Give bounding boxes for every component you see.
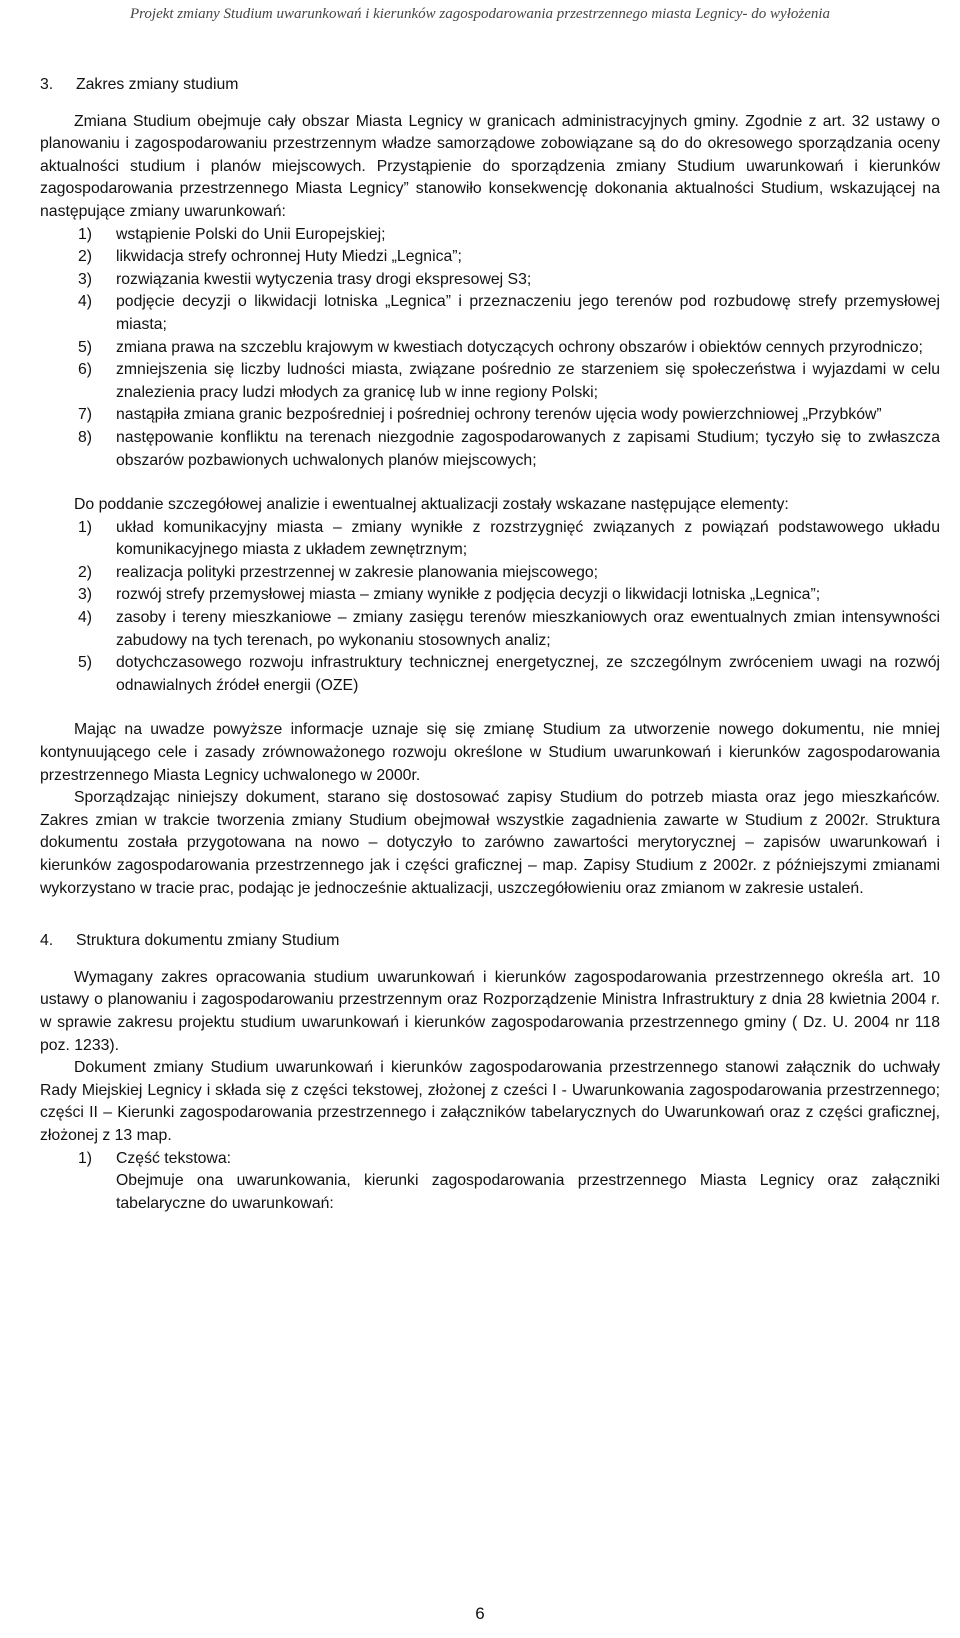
paragraph: Wymagany zakres opracowania studium uwarunkowań i kierunków zagospodarowania przestrzennego określa art. 10 ustawy o planowaniu i zagospodarowaniu przestrzennym oraz Rozporządzenie Ministra Infrastruktury z dnia 28 kwietnia 2004 r. w sprawie zakresu projektu studium uwarunkowań i kierunków zagospodarowania przestrzennego gminy ( Dz. U. 2004 nr 118 poz. 1233). — [40, 968, 940, 1054]
list-item — [40, 337, 940, 360]
item-text: zasoby i tereny mieszkaniowe – zmiany zasięgu terenów mieszkaniowych oraz ewentualnych zmian intensywności zabudowy na tych terenach, po wykonaniu stosownych analiz; — [116, 609, 940, 649]
list-item — [40, 584, 940, 607]
item-number: 8) — [78, 428, 93, 446]
item-number: 1) — [78, 1149, 93, 1167]
document-body — [40, 74, 940, 1215]
list-item — [40, 224, 940, 247]
item-text: układ komunikacyjny miasta – zmiany wynikłe z rozstrzygnięć związanych z powiązań podstawowego układu komunikacyjnego miasta z układem zewnętrznym; — [116, 518, 940, 559]
structure-list — [40, 1148, 940, 1171]
list-item — [40, 1148, 940, 1171]
item-text: likwidacja strefy ochronnej Huty Miedzi „Legnica”; — [116, 248, 462, 266]
item-text: nastąpiła zmiana granic bezpośredniej i pośredniej ochrony terenów ujęcia wody powierzchniowej „Przybków” — [116, 406, 882, 424]
item-text: zmiana prawa na szczeblu krajowym w kwestiach dotyczących ochrony obszarów i obiektów cennych przyrodniczo; — [116, 338, 923, 356]
item-text: podjęcie decyzji o likwidacji lotniska „Legnica” i przeznaczeniu jego terenów pod rozbudowę strefy przemysłowej miasta; — [116, 293, 940, 333]
item-number: 3) — [78, 270, 93, 288]
item-number: 7) — [78, 406, 93, 424]
item-text: dotychczasowego rozwoju infrastruktury technicznej energetycznej, ze szczególnym zwróceniem uwagi na rozwój odnawialnych źródeł energii (OZE) — [116, 654, 940, 694]
list-item — [40, 607, 940, 652]
item-title: Część tekstowa: — [116, 1149, 232, 1167]
list-item — [40, 427, 940, 472]
paragraph: Zmiana Studium obejmuje cały obszar Miasta Legnicy w granicach administracyjnych gminy. Zgodnie z art. 32 ustawy o planowaniu i zagospodarowaniu przestrzennym władze samorządowe zobowiązane są do do okresowego sporządzania oceny aktualności studium i planów miejscowych. Przystąpienie do sporządzenia zmiany Studium uwarunkowań i kierunków zagospodarowania przestrzennego Miasta Legnicy” stanowiło konsekwencję dokonania aktualności Studium, wskazującej na następujące zmiany uwarunkowań: — [40, 112, 940, 220]
list-item — [40, 359, 940, 404]
section-3-heading — [40, 74, 940, 97]
item-text: następowanie konfliktu na terenach niezgodnie zagospodarowanych z zapisami Studium; tyczyło się to zwłaszcza obszarów pozbawionych uchwalonych planów miejscowych; — [116, 428, 940, 469]
paragraph: Do poddanie szczegółowej analizie i ewentualnej aktualizacji zostały wskazane następujące elementy: — [74, 496, 789, 514]
section-title: Struktura dokumentu zmiany Studium — [76, 932, 340, 950]
item-description: Obejmuje ona uwarunkowania, kierunki zagospodarowania przestrzennego Miasta Legnicy oraz załączniki tabelaryczne do uwarunkowań: — [116, 1172, 940, 1212]
running-header: Projekt zmiany Studium uwarunkowań i kierunków zagospodarowania przestrzennego miasta Legnicy- do wyłożenia — [129, 6, 831, 22]
list-item — [40, 562, 940, 585]
list-item — [40, 291, 940, 336]
section-title: Zakres zmiany studium — [76, 76, 239, 93]
item-number: 4) — [78, 609, 93, 627]
item-number: 5) — [78, 338, 93, 356]
list-item — [40, 517, 940, 562]
item-number: 5) — [78, 654, 93, 672]
item-text: rozwój strefy przemysłowej miasta – zmiany wynikłe z podjęcia decyzji o likwidacji lotniska „Legnica”; — [116, 586, 821, 604]
item-number: 1) — [78, 518, 93, 536]
list-item — [40, 269, 940, 292]
item-number: 4) — [78, 293, 93, 311]
changes-list — [40, 224, 940, 473]
section-number: 4. — [40, 932, 54, 950]
list-item — [40, 652, 940, 697]
item-number: 6) — [78, 361, 93, 379]
page-number: 6 — [475, 1604, 485, 1623]
item-text: rozwiązania kwestii wytyczenia trasy drogi ekspresowej S3; — [116, 270, 532, 288]
item-number: 1) — [78, 225, 93, 243]
list-item — [40, 246, 940, 269]
item-number: 2) — [78, 563, 93, 581]
paragraph: Dokument zmiany Studium uwarunkowań i kierunków zagospodarowania przestrzennego stanowi załącznik do uchwały Rady Miejskiej Legnicy i składa się z części tekstowej, złożonej z cześci I - Uwarunkowania zagospodarowania przestrzennego; części II – Kierunki zagospodarowania przestrzennego i załączników tabelarycznych do Uwarunkowań oraz z części graficznej, złożonej z 13 map. — [40, 1059, 940, 1144]
paragraph: Mając na uwadze powyższe informacje uznaje się się zmianę Studium za utworzenie nowego dokumentu, nie mniej kontynuującego cele i zasady zrównoważonego rozwoju określone w Studium uwarunkowań i kierunków zagospodarowania przestrzennego Miasta Legnicy uchwalonego w 2000r. — [40, 721, 940, 784]
item-text: wstąpienie Polski do Unii Europejskiej; — [116, 225, 386, 243]
list-item — [40, 404, 940, 427]
item-number: 3) — [78, 586, 93, 604]
section-4-heading — [40, 930, 940, 953]
item-text: zmniejszenia się liczby ludności miasta, związane pośrednio ze starzeniem się społeczeństwa i wyjazdami w celu znalezienia pracy ludzi młodych za granicę lub w inne regiony Polski; — [116, 361, 940, 401]
section-number: 3. — [40, 76, 54, 93]
elements-list — [40, 517, 940, 698]
item-number: 2) — [78, 248, 93, 266]
item-text: realizacja polityki przestrzennej w zakresie planowania miejscowego; — [116, 563, 599, 581]
paragraph: Sporządzając niniejszy dokument, starano się dostosować zapisy Studium do potrzeb miasta oraz jego mieszkańców. Zakres zmian w trakcie tworzenia zmiany Studium obejmował wszystkie zagadnienia zawarte w Studium z 2002r. Struktura dokumentu została przygotowana na nowo – dotyczyło to zarówno zawartości merytorycznej – zapisów uwarunkowań i kierunków zagospodarowania przestrzennego jak i części graficznej – map. Zapisy Studium z 2002r. z późniejszymi zmianami wykorzystano w tracie prac, podając je jednocześnie aktualizacji, uszczegółowieniu oraz zmianom w zakresie ustaleń. — [40, 789, 940, 897]
